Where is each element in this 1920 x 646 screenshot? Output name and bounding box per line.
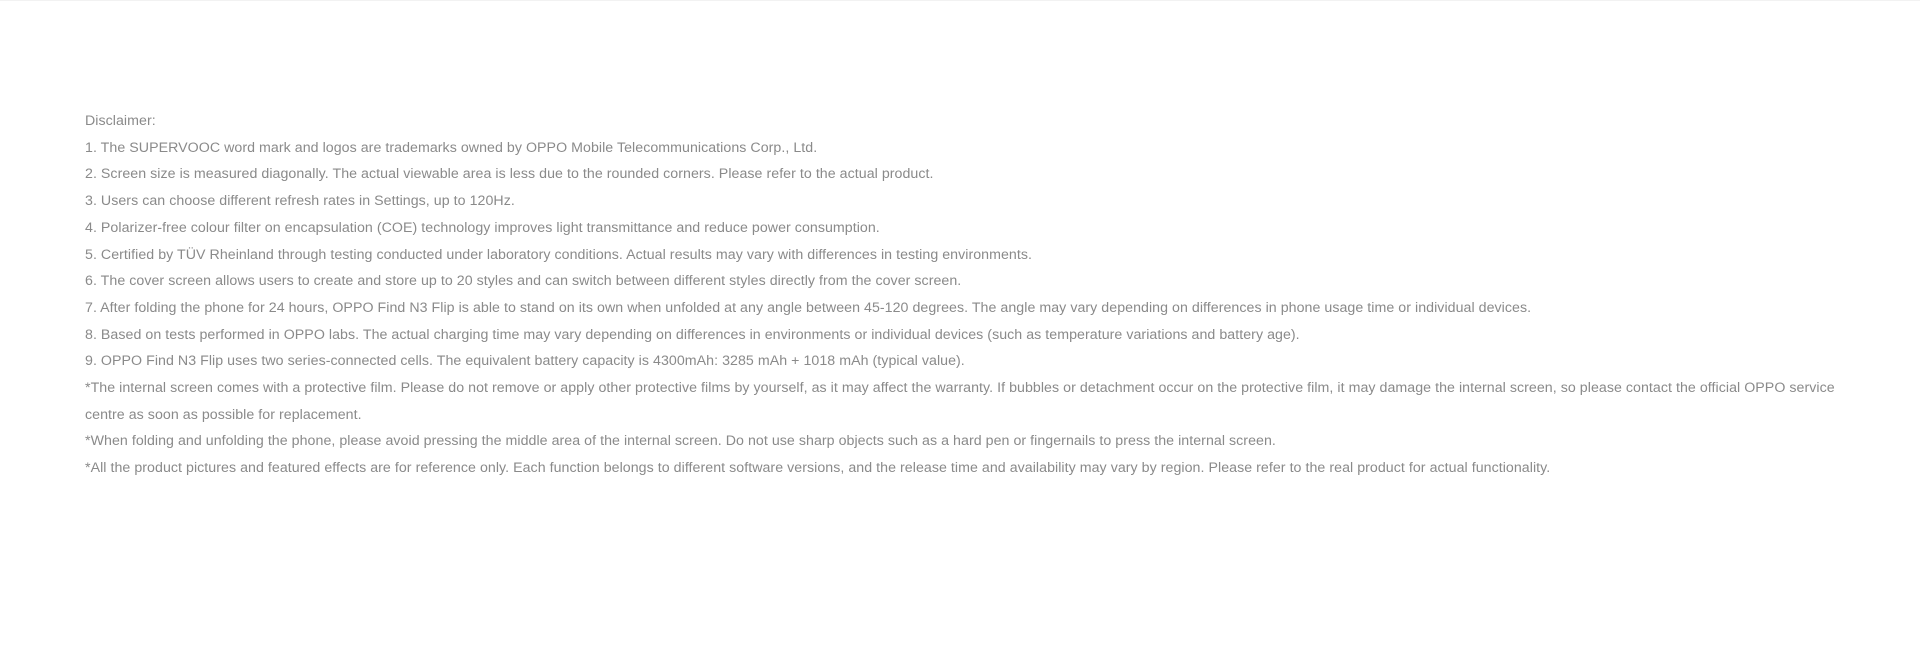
disclaimer-item: 2. Screen size is measured diagonally. The actual viewable area is less due to the rounded corners. Please refer to the actual product. [85, 166, 934, 183]
disclaimer-item: 4. Polarizer-free colour filter on encapsulation (COE) technology improves light transmittance and reduce power consumption. [85, 219, 880, 236]
disclaimer-item: 7. After folding the phone for 24 hours, OPPO Find N3 Flip is able to stand on its own when unfolded at any angle between 45-120 degrees. The angle may vary depending on differences in phone usage time or individual devices. [85, 299, 1532, 316]
disclaimer-heading: Disclaimer: [85, 113, 156, 129]
disclaimer-item: 9. OPPO Find N3 Flip uses two series-connected cells. The equivalent battery capacity is 4300mAh: 3285 mAh + 1018 mAh (typical value). [85, 353, 965, 370]
disclaimer-note: *When folding and unfolding the phone, please avoid pressing the middle area of the internal screen. Do not use sharp objects such as a hard pen or fingernails to press the internal screen. [85, 433, 1276, 450]
disclaimer-item: 3. Users can choose different refresh rates in Settings, up to 120Hz. [85, 193, 515, 210]
disclaimer-item: 8. Based on tests performed in OPPO labs. The actual charging time may vary depending on differences in environments or individual devices (such as temperature variations and battery age). [85, 326, 1300, 343]
disclaimer-item: 6. The cover screen allows users to create and store up to 20 styles and can switch between different styles directly from the cover screen. [85, 273, 962, 290]
top-divider [0, 0, 1920, 1]
disclaimer-item: 5. Certified by TÜV Rheinland through testing conducted under laboratory conditions. Actual results may vary with differences in testing environments. [85, 246, 1033, 263]
disclaimer-item: 1. The SUPERVOOC word mark and logos are trademarks owned by OPPO Mobile Telecommunications Corp., Ltd. [85, 139, 818, 156]
disclaimer-section [85, 108, 1835, 482]
disclaimer-note: *All the product pictures and featured effects are for reference only. Each function belongs to different software versions, and the release time and availability may vary by region. Please refer to the real product for actual functionality. [85, 460, 1551, 477]
disclaimer-note: *The internal screen comes with a protective film. Please do not remove or apply other protective films by yourself, as it may affect the warranty. If bubbles or detachment occur on the protective film, it may damage the internal screen, so please contact the official OPPO service centre as soon as possible for replacement. [85, 380, 1835, 423]
